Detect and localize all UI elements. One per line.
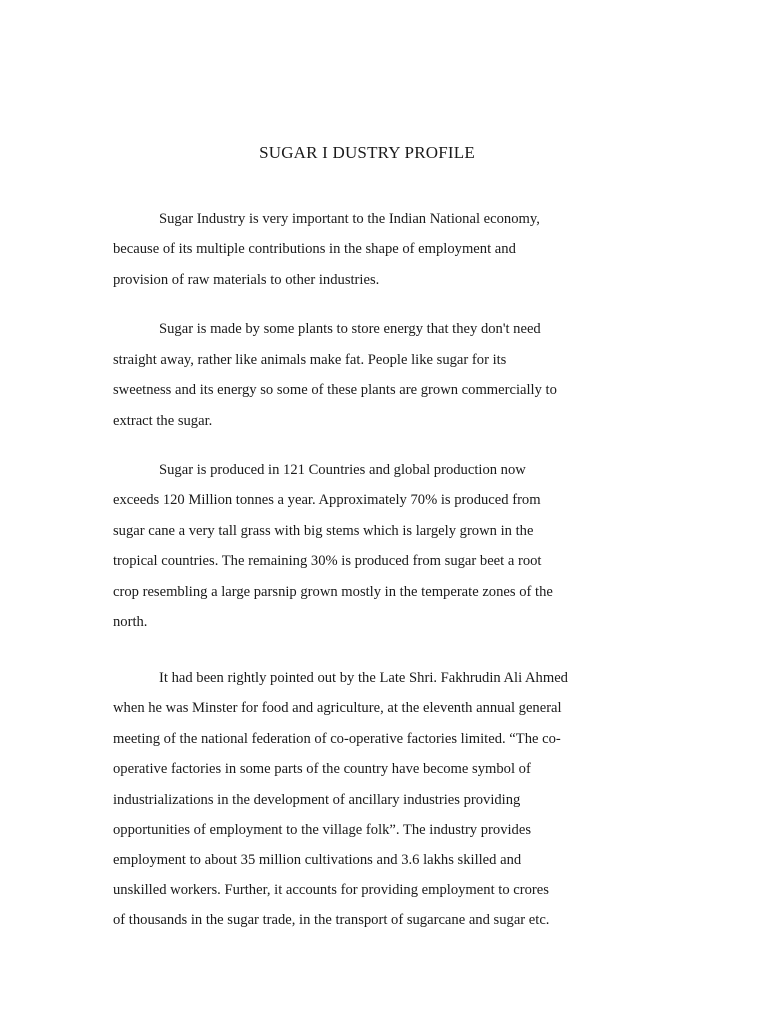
- paragraph-3-line-3: sugar cane a very tall grass with big stems which is largely grown in the: [113, 523, 534, 539]
- paragraph-4-line-3: meeting of the national federation of co-operative factories limited. “The co-: [113, 731, 561, 747]
- paragraph-3-line-2: exceeds 120 Million tonnes a year. Approximately 70% is produced from: [113, 492, 541, 508]
- paragraph-3-line-1: Sugar is produced in 121 Countries and global production now: [159, 462, 526, 478]
- paragraph-2-line-4: extract the sugar.: [113, 413, 213, 429]
- paragraph-1-line-1: Sugar Industry is very important to the Indian National economy,: [159, 211, 540, 227]
- paragraph-4-line-4: operative factories in some parts of the country have become symbol of: [113, 761, 531, 777]
- paragraph-2-line-2: straight away, rather like animals make fat. People like sugar for its: [113, 352, 507, 368]
- page-title: SUGAR I DUSTRY PROFILE: [259, 143, 475, 162]
- paragraph-4-line-7: employment to about 35 million cultivations and 3.6 lakhs skilled and: [113, 852, 522, 868]
- paragraph-4-line-6: opportunities of employment to the village folk”. The industry provides: [113, 822, 532, 838]
- paragraph-4-line-1: It had been rightly pointed out by the Late Shri. Fakhrudin Ali Ahmed: [159, 670, 568, 686]
- paragraph-1-line-3: provision of raw materials to other industries.: [113, 272, 380, 288]
- paragraph-1-line-2: because of its multiple contributions in the shape of employment and: [113, 241, 516, 257]
- paragraph-3-line-4: tropical countries. The remaining 30% is produced from sugar beet a root: [113, 553, 542, 569]
- paragraph-4-line-8: unskilled workers. Further, it accounts for providing employment to crores: [113, 882, 549, 898]
- paragraph-4-line-5: industrializations in the development of ancillary industries providing: [113, 792, 521, 808]
- paragraph-3-line-5: crop resembling a large parsnip grown mostly in the temperate zones of the: [113, 584, 553, 600]
- paragraph-2-line-1: Sugar is made by some plants to store energy that they don't need: [159, 321, 541, 337]
- paragraph-4-line-2: when he was Minster for food and agriculture, at the eleventh annual general: [113, 700, 562, 716]
- paragraph-3-line-6: north.: [113, 614, 148, 630]
- paragraph-4-line-9: of thousands in the sugar trade, in the transport of sugarcane and sugar etc.: [113, 912, 550, 928]
- paragraph-2-line-3: sweetness and its energy so some of these plants are grown commercially to: [113, 382, 557, 398]
